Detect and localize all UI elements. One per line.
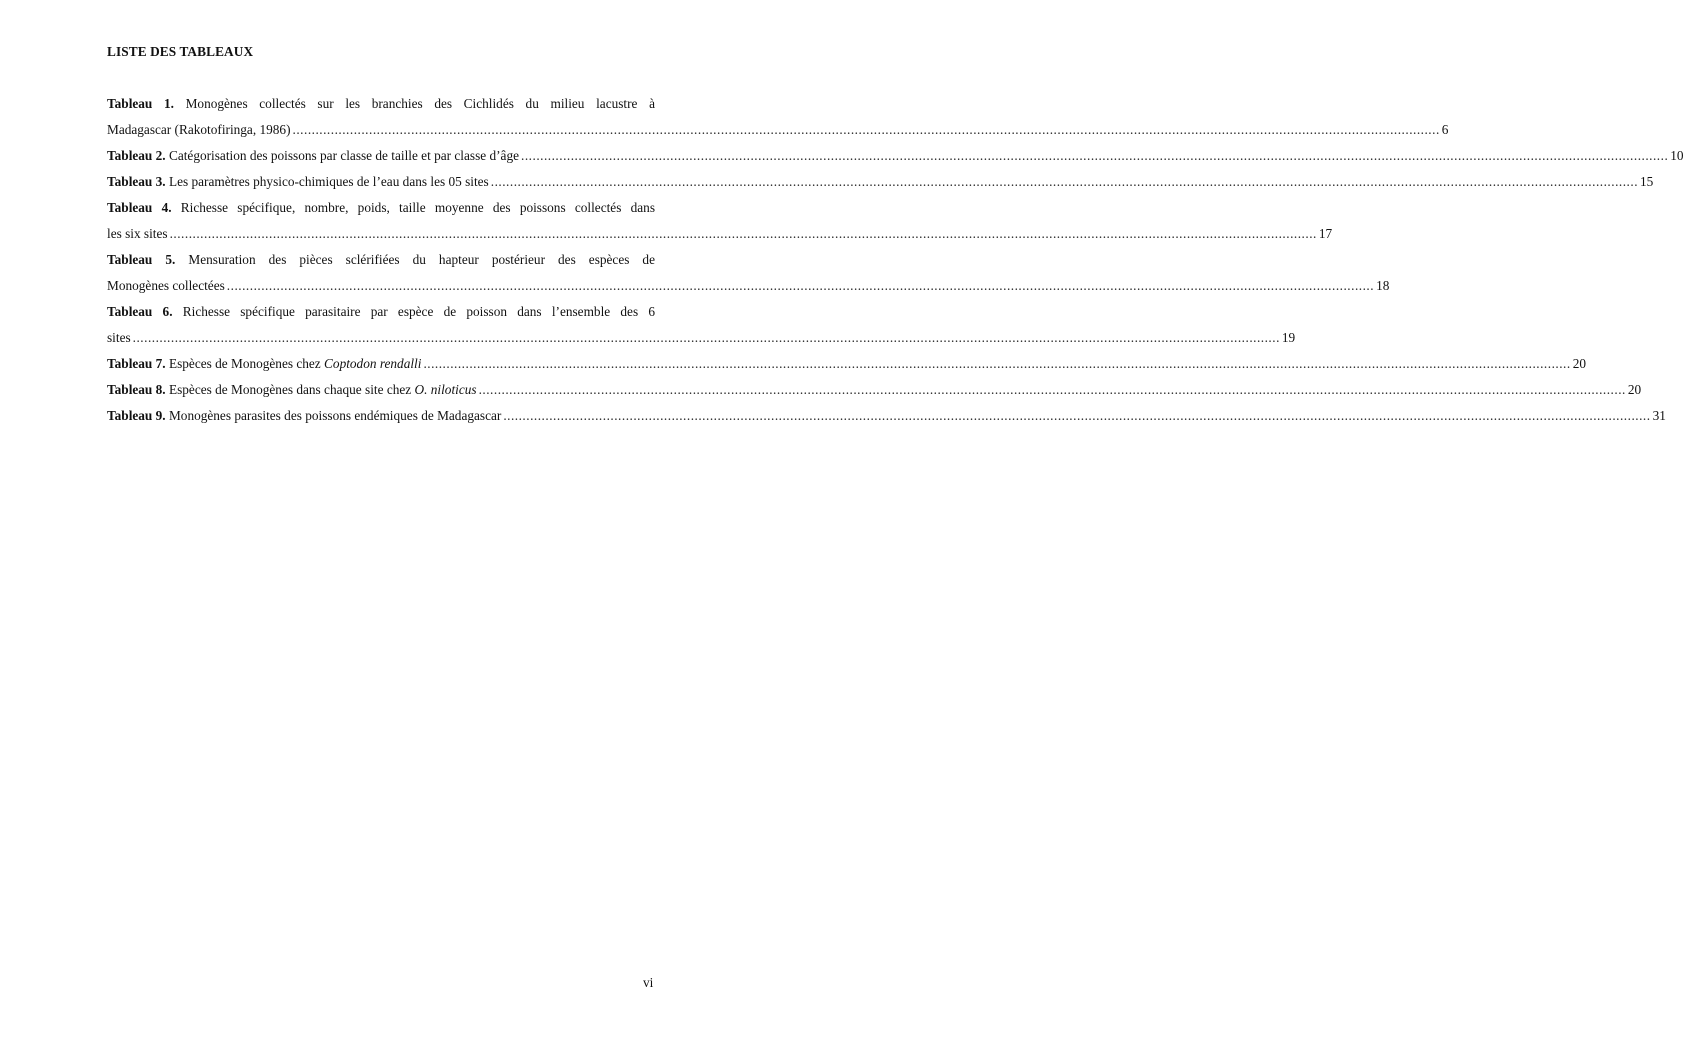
- toc-entry-line: [107, 325, 1296, 351]
- toc-entry-label: Tableau 7.: [107, 356, 166, 371]
- leader-dots: ............................................................................................................................................................................................................................................................................................................: [423, 356, 1571, 371]
- toc-entry-line: [107, 351, 1586, 377]
- leader-dots: ............................................................................................................................................................................................................................................................................................................: [226, 278, 1375, 293]
- toc-entry-page: 20: [1572, 356, 1586, 371]
- toc-entry-line: [107, 403, 1666, 429]
- toc-entry-page: 15: [1640, 174, 1654, 189]
- leader-dots: ............................................................................................................................................................................................................................................................................................................: [292, 122, 1440, 137]
- leader-dots: ............................................................................................................................................................................................................................................................................................................: [169, 226, 1317, 241]
- toc-entry-line: [107, 221, 1333, 247]
- toc-entry-tableau-5[interactable]: [107, 247, 1390, 299]
- toc-entry-line: [107, 247, 655, 273]
- toc-entry-label: Tableau 5.: [107, 252, 176, 267]
- toc-entry-line: [107, 117, 1449, 143]
- toc-entry-text: Richesse spécifique parasitaire par espèce de poisson dans l’ensemble des 6: [182, 304, 655, 319]
- toc-entry-tableau-2[interactable]: [107, 143, 1684, 169]
- table-of-tables: [107, 91, 1684, 429]
- toc-entry-tableau-1[interactable]: [107, 91, 1449, 143]
- leader-dots: ............................................................................................................................................................................................................................................................................................................: [521, 148, 1669, 163]
- toc-entry-line: [107, 195, 655, 221]
- toc-entry-page: 10: [1670, 148, 1684, 163]
- toc-entry-text: Espèces de Monogènes dans chaque site chez: [168, 382, 412, 397]
- toc-entry-text: Richesse spécifique, nombre, poids, taille moyenne des poissons collectés dans: [180, 200, 655, 215]
- toc-entry-label: Tableau 8.: [107, 382, 166, 397]
- toc-entry-line: [107, 299, 655, 325]
- leader-dots: ............................................................................................................................................................................................................................................................................................................: [490, 174, 1639, 189]
- toc-entry-line: [107, 377, 1642, 403]
- toc-entry-tableau-8[interactable]: [107, 377, 1642, 403]
- toc-entry-species: O. niloticus: [414, 382, 477, 397]
- toc-entry-line: [107, 273, 1390, 299]
- leader-dots: ............................................................................................................................................................................................................................................................................................................: [503, 408, 1651, 423]
- toc-entry-text: Monogènes collectées: [107, 278, 225, 293]
- page-number: vi: [643, 975, 654, 990]
- toc-entry-text: Espèces de Monogènes chez: [168, 356, 321, 371]
- toc-entry-page: 20: [1627, 382, 1642, 397]
- toc-entry-tableau-9[interactable]: [107, 403, 1666, 429]
- toc-entry-page: 19: [1281, 330, 1296, 345]
- toc-entry-label: Tableau 1.: [107, 96, 174, 111]
- toc-entry-line: [107, 169, 1654, 195]
- toc-entry-page: 17: [1318, 226, 1333, 241]
- toc-entry-label: Tableau 6.: [107, 304, 173, 319]
- toc-entry-tableau-3[interactable]: [107, 169, 1654, 195]
- toc-entry-text: Mensuration des pièces sclérifiées du hapteur postérieur des espèces de: [188, 252, 655, 267]
- toc-entry-line: [107, 143, 1684, 169]
- toc-entry-text: Monogènes collectés sur les branchies des Cichlidés du milieu lacustre à: [185, 96, 655, 111]
- toc-entry-text: Les paramètres physico-chimiques de l’eau dans les 05 sites: [168, 174, 489, 189]
- leader-dots: ............................................................................................................................................................................................................................................................................................................: [132, 330, 1280, 345]
- toc-entry-tableau-6[interactable]: [107, 299, 1296, 351]
- leader-dots: ............................................................................................................................................................................................................................................................................................................: [478, 382, 1626, 397]
- toc-entry-tableau-7[interactable]: [107, 351, 1586, 377]
- toc-entry-page: 18: [1376, 278, 1390, 293]
- toc-entry-text: Monogènes parasites des poissons endémiques de Madagascar: [168, 408, 502, 423]
- toc-entry-text: Madagascar (Rakotofiringa, 1986): [107, 122, 291, 137]
- toc-entry-label: Tableau 4.: [107, 200, 172, 215]
- toc-entry-text: les six sites: [107, 226, 168, 241]
- toc-entry-tableau-4[interactable]: [107, 195, 1333, 247]
- toc-entry-page: 6: [1441, 122, 1449, 137]
- toc-entry-line: [107, 91, 655, 117]
- toc-entry-species: Coptodon rendalli: [324, 356, 422, 371]
- toc-entry-text: sites: [107, 330, 131, 345]
- toc-entry-text: Catégorisation des poissons par classe de taille et par classe d’âge: [168, 148, 520, 163]
- page-title: LISTE DES TABLEAUX: [107, 44, 254, 59]
- toc-entry-label: Tableau 9.: [107, 408, 166, 423]
- toc-entry-label: Tableau 3.: [107, 174, 166, 189]
- toc-entry-label: Tableau 2.: [107, 148, 166, 163]
- toc-entry-page: 31: [1652, 408, 1666, 423]
